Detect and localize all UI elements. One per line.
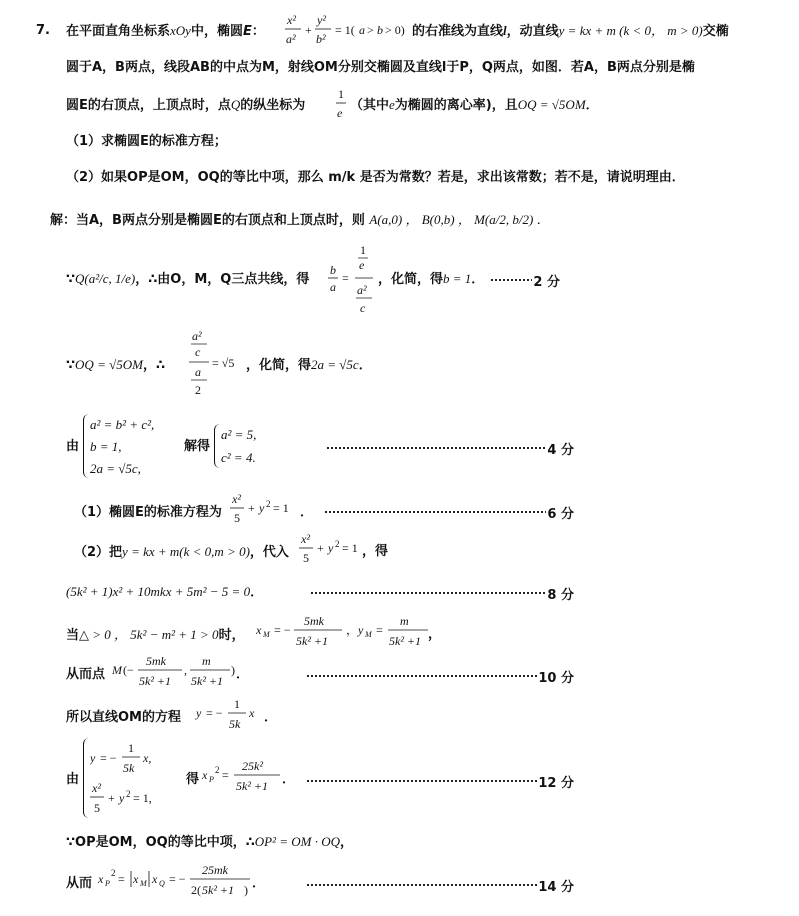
svg-text:25mk: 25mk xyxy=(202,863,228,877)
svg-text:,: , xyxy=(184,663,187,677)
score-row-4 xyxy=(326,439,574,458)
svg-text:M: M xyxy=(140,879,147,888)
math: A(a,0) ， B(0,b) ， M(a/2, b/2) ． xyxy=(369,212,550,227)
svg-text:=: = xyxy=(118,872,125,886)
text: 的纵坐标为 xyxy=(240,98,306,113)
solution-you-2: 由 xyxy=(66,772,80,787)
svg-text:e: e xyxy=(337,106,343,120)
svg-text:e: e xyxy=(359,258,365,272)
leader-dots xyxy=(306,675,538,677)
math: y = kx + m (k < 0， m > 0) xyxy=(558,23,703,38)
solution-line-1 xyxy=(50,213,550,227)
problem-line-1 xyxy=(66,24,265,38)
svg-text:x: x xyxy=(98,872,104,886)
solution-line-13b: ． xyxy=(252,876,266,891)
svg-text:5k² +1: 5k² +1 xyxy=(202,883,235,897)
svg-text:(−: (− xyxy=(123,663,134,677)
solution-line-11b: ． xyxy=(282,772,296,787)
score-row-12 xyxy=(306,772,574,791)
score-row-10 xyxy=(306,667,574,686)
question-2: （2）如果OP是OM，OQ的等比中项，那么 m/k 是否为常数？若是，求出该常数；若不是，请说明理由． xyxy=(66,170,685,185)
svg-text:m: m xyxy=(400,614,409,628)
solution-line-6a xyxy=(74,545,289,559)
score-label: 4 分 xyxy=(547,443,574,458)
svg-text:25k²: 25k² xyxy=(242,759,263,773)
solution-line-5a: （1）椭圆E的标准方程为 xyxy=(74,505,222,520)
ellipse-substitute-eq xyxy=(298,530,372,568)
svg-text:y: y xyxy=(196,706,202,720)
score-row-2 xyxy=(490,271,560,290)
text: ， xyxy=(340,835,354,850)
text: 的右准线为直线 xyxy=(412,24,504,39)
math: y = kx + m(k < 0,m > 0) xyxy=(122,544,250,559)
leader-dots xyxy=(306,884,538,886)
math: e xyxy=(389,97,395,112)
solution-line-10a: 所以直线OM的方程 xyxy=(66,710,181,725)
svg-text:x²: x² xyxy=(92,781,101,795)
leader-dots xyxy=(324,511,546,513)
svg-text:y: y xyxy=(259,501,265,515)
svg-text:Q: Q xyxy=(159,879,165,888)
svg-text:x: x xyxy=(152,872,158,886)
svg-text:): ) xyxy=(244,883,248,897)
text: ∵OP是OM，OQ的等比中项，∴ xyxy=(66,835,255,850)
math: (5k² + 1)x² + 10mkx + 5m² − 5 = 0 xyxy=(66,584,251,599)
text: ，动直线 xyxy=(506,24,559,39)
svg-text:1: 1 xyxy=(234,697,240,711)
score-row-14 xyxy=(306,876,574,895)
text: （2）把 xyxy=(74,545,123,560)
text: ，∴由O，M，Q三点共线，得 xyxy=(135,272,310,287)
svg-text:> 0): > 0) xyxy=(385,23,405,37)
svg-text:): ) xyxy=(231,663,235,677)
problem-line-3a xyxy=(66,98,305,112)
system-line: a² = b² + c², xyxy=(90,417,155,432)
svg-text:1: 1 xyxy=(128,741,134,755)
svg-text:2: 2 xyxy=(215,765,220,775)
math: xOy xyxy=(170,23,191,38)
text: ，化简，得 xyxy=(246,358,312,373)
svg-text:a²: a² xyxy=(192,329,202,343)
svg-text:m: m xyxy=(202,654,211,668)
text: ． xyxy=(250,585,264,600)
leader-dots xyxy=(306,780,538,782)
fraction-1-over-e xyxy=(334,86,348,122)
svg-text:2(: 2( xyxy=(191,883,201,897)
svg-text:M: M xyxy=(112,663,122,677)
svg-text:5mk: 5mk xyxy=(146,654,166,668)
score-label: 10 分 xyxy=(538,671,574,686)
svg-text:= 1(: = 1( xyxy=(335,23,355,37)
svg-text:1: 1 xyxy=(360,244,366,257)
score-row-6 xyxy=(324,503,574,522)
solution-line-8b: ， xyxy=(428,627,442,642)
math-e: E xyxy=(242,24,252,39)
problem-number: 7. xyxy=(36,23,50,38)
solution-line-12 xyxy=(66,835,353,849)
text: 中，椭圆 xyxy=(190,24,243,39)
svg-text:，: ， xyxy=(346,623,359,637)
svg-text:=: = xyxy=(376,623,383,637)
text: 交椭 xyxy=(702,24,729,39)
svg-text:= −: = − xyxy=(206,706,223,720)
fraction-a2c-over-a2 xyxy=(188,328,248,402)
text: ∵ xyxy=(66,358,76,373)
system-line: 2a = √5c, xyxy=(90,461,141,476)
svg-text:5k: 5k xyxy=(123,761,135,775)
svg-text:5k² +1: 5k² +1 xyxy=(236,779,269,793)
system-line: c² = 4. xyxy=(221,450,256,465)
svg-text:5k² +1: 5k² +1 xyxy=(296,634,329,648)
math: Q(a²/c, 1/e) xyxy=(75,271,136,286)
svg-text:x,: x, xyxy=(143,751,152,765)
svg-text:= 1: = 1 xyxy=(273,501,289,515)
solution-line-7 xyxy=(66,585,263,599)
svg-text:5k² +1: 5k² +1 xyxy=(191,674,224,688)
ellipse-equation xyxy=(283,10,411,50)
svg-text:+: + xyxy=(248,501,255,515)
solution-line-6b: ，得 xyxy=(362,544,389,559)
svg-text:+: + xyxy=(108,791,115,805)
svg-text:= 1,: = 1, xyxy=(133,791,152,805)
svg-text:y: y xyxy=(90,751,96,765)
ellipse-standard-eq xyxy=(229,490,303,528)
svg-text:5k² +1: 5k² +1 xyxy=(139,674,172,688)
text: 在平面直角坐标系 xyxy=(66,24,171,39)
text: ，∴ xyxy=(142,358,165,373)
text: ，化简，得 xyxy=(378,272,444,287)
svg-text:c: c xyxy=(360,301,366,315)
solution-you-1: 由 xyxy=(66,439,80,454)
svg-text:a²: a² xyxy=(286,32,296,46)
svg-text:1: 1 xyxy=(338,87,344,101)
math: OQ = √5OM xyxy=(517,97,586,112)
math: OQ = √5OM xyxy=(75,357,143,372)
svg-text:y: y xyxy=(119,791,125,805)
svg-text:2: 2 xyxy=(126,789,131,799)
text: 当 xyxy=(66,628,80,643)
math: Q xyxy=(230,97,241,112)
svg-text:= 1: = 1 xyxy=(342,541,358,555)
svg-text:5k: 5k xyxy=(229,717,241,731)
math: OP² = OM · OQ xyxy=(254,834,341,849)
svg-text:5k² +1: 5k² +1 xyxy=(389,634,422,648)
svg-text:P: P xyxy=(209,775,214,784)
svg-text:=: = xyxy=(342,271,349,285)
solution-line-10b: ． xyxy=(264,710,278,725)
problem-line-3b xyxy=(350,98,599,112)
text: （其中 xyxy=(350,98,390,113)
text: 时， xyxy=(218,628,245,643)
svg-text:y: y xyxy=(328,541,334,555)
text: 圆E的右顶点，上顶点时，点 xyxy=(66,98,231,113)
system-brace xyxy=(83,738,90,818)
xp-squared-product xyxy=(96,862,256,904)
solution-line-13a: 从而 xyxy=(66,876,93,891)
math: l xyxy=(503,23,507,38)
text: 为椭圆的离心率)，且 xyxy=(394,98,518,113)
system-brace xyxy=(83,414,90,478)
svg-text:5mk: 5mk xyxy=(304,614,324,628)
svg-text:y: y xyxy=(358,623,364,637)
math: 2a = √5c xyxy=(311,357,359,372)
point-m-coordinates xyxy=(110,652,238,692)
svg-text:>: > xyxy=(367,23,374,37)
text: 解：当A，B两点分别是椭圆E的右顶点和上顶点时，则 xyxy=(50,213,365,228)
svg-text:5: 5 xyxy=(303,551,309,565)
text: ，代入 xyxy=(249,545,289,560)
text: ． xyxy=(471,272,485,287)
solution-line-3a xyxy=(66,358,165,372)
svg-text:= −: = − xyxy=(100,751,117,765)
svg-text:x: x xyxy=(249,706,255,720)
xp-squared-value xyxy=(200,758,284,798)
score-label: 2 分 xyxy=(533,275,560,290)
svg-text:5: 5 xyxy=(234,511,240,525)
svg-text:M: M xyxy=(263,630,270,639)
svg-text:c: c xyxy=(195,345,201,359)
solution-line-2a xyxy=(66,272,309,286)
svg-text:b: b xyxy=(377,23,383,37)
solution-line-5b: ． xyxy=(300,505,314,520)
svg-text:+: + xyxy=(317,541,324,555)
solution-line-9a: 从而点 xyxy=(66,667,106,682)
problem-line-2: 圆于A，B两点，线段AB的中点为M，射线OM分别交椭圆及直线l于P，Q两点，如图．若A，B两点分别是椭 xyxy=(66,60,695,75)
svg-text:2: 2 xyxy=(195,383,201,397)
svg-text:a: a xyxy=(195,365,201,379)
svg-text:b: b xyxy=(330,263,336,277)
svg-text:x²: x² xyxy=(287,13,296,27)
solution-line-3b xyxy=(246,358,372,372)
svg-text:b²: b² xyxy=(316,32,326,46)
math: △ > 0 ， 5k² − m² + 1 > 0 xyxy=(79,627,219,642)
svg-text:a²: a² xyxy=(357,283,367,297)
svg-text:y²: y² xyxy=(317,13,326,27)
leader-dots xyxy=(326,447,546,449)
problem-line-1b xyxy=(412,24,729,38)
text: ． xyxy=(358,358,372,373)
math: b = 1 xyxy=(443,271,472,286)
score-label: 14 分 xyxy=(538,880,574,895)
svg-text:2: 2 xyxy=(266,499,271,509)
svg-text:+: + xyxy=(305,23,312,37)
svg-text:x: x xyxy=(133,872,139,886)
svg-text:2: 2 xyxy=(111,868,116,878)
leader-dots xyxy=(490,279,532,281)
fraction-b-over-a xyxy=(327,244,377,318)
system-brace xyxy=(214,424,221,468)
svg-text:x: x xyxy=(202,768,208,782)
svg-text:= −: = − xyxy=(274,623,291,637)
leader-dots xyxy=(310,592,546,594)
svg-text:x: x xyxy=(256,623,262,637)
text: ． xyxy=(585,98,599,113)
line-om-equation xyxy=(194,696,268,736)
system-line: a² = 5, xyxy=(221,427,257,442)
score-row-8 xyxy=(310,584,574,603)
svg-text:2: 2 xyxy=(335,539,340,549)
svg-text:5: 5 xyxy=(94,801,100,815)
text: ： xyxy=(251,24,265,39)
svg-text:a: a xyxy=(359,23,365,37)
question-1: （1）求椭圆E的标准方程； xyxy=(66,134,227,149)
score-label: 12 分 xyxy=(538,776,574,791)
xm-ym-expressions xyxy=(254,612,430,652)
solution-de: 得 xyxy=(186,772,200,787)
svg-text:=: = xyxy=(222,768,229,782)
score-label: 8 分 xyxy=(547,588,574,603)
score-label: 6 分 xyxy=(547,507,574,522)
system-line: b = 1, xyxy=(90,439,122,454)
svg-text:= √5: = √5 xyxy=(212,356,235,370)
solution-jie: 解得 xyxy=(184,439,211,454)
svg-text:= −: = − xyxy=(169,872,186,886)
svg-text:x²: x² xyxy=(232,492,241,506)
solution-line-9b: ． xyxy=(236,667,250,682)
svg-text:x²: x² xyxy=(301,532,310,546)
text: ∵ xyxy=(66,272,76,287)
solution-line-8a xyxy=(66,628,245,642)
solution-line-2b xyxy=(378,272,484,286)
system-equations-2 xyxy=(90,740,180,820)
svg-text:M: M xyxy=(365,630,372,639)
svg-text:a: a xyxy=(330,280,336,294)
svg-text:P: P xyxy=(105,879,110,888)
